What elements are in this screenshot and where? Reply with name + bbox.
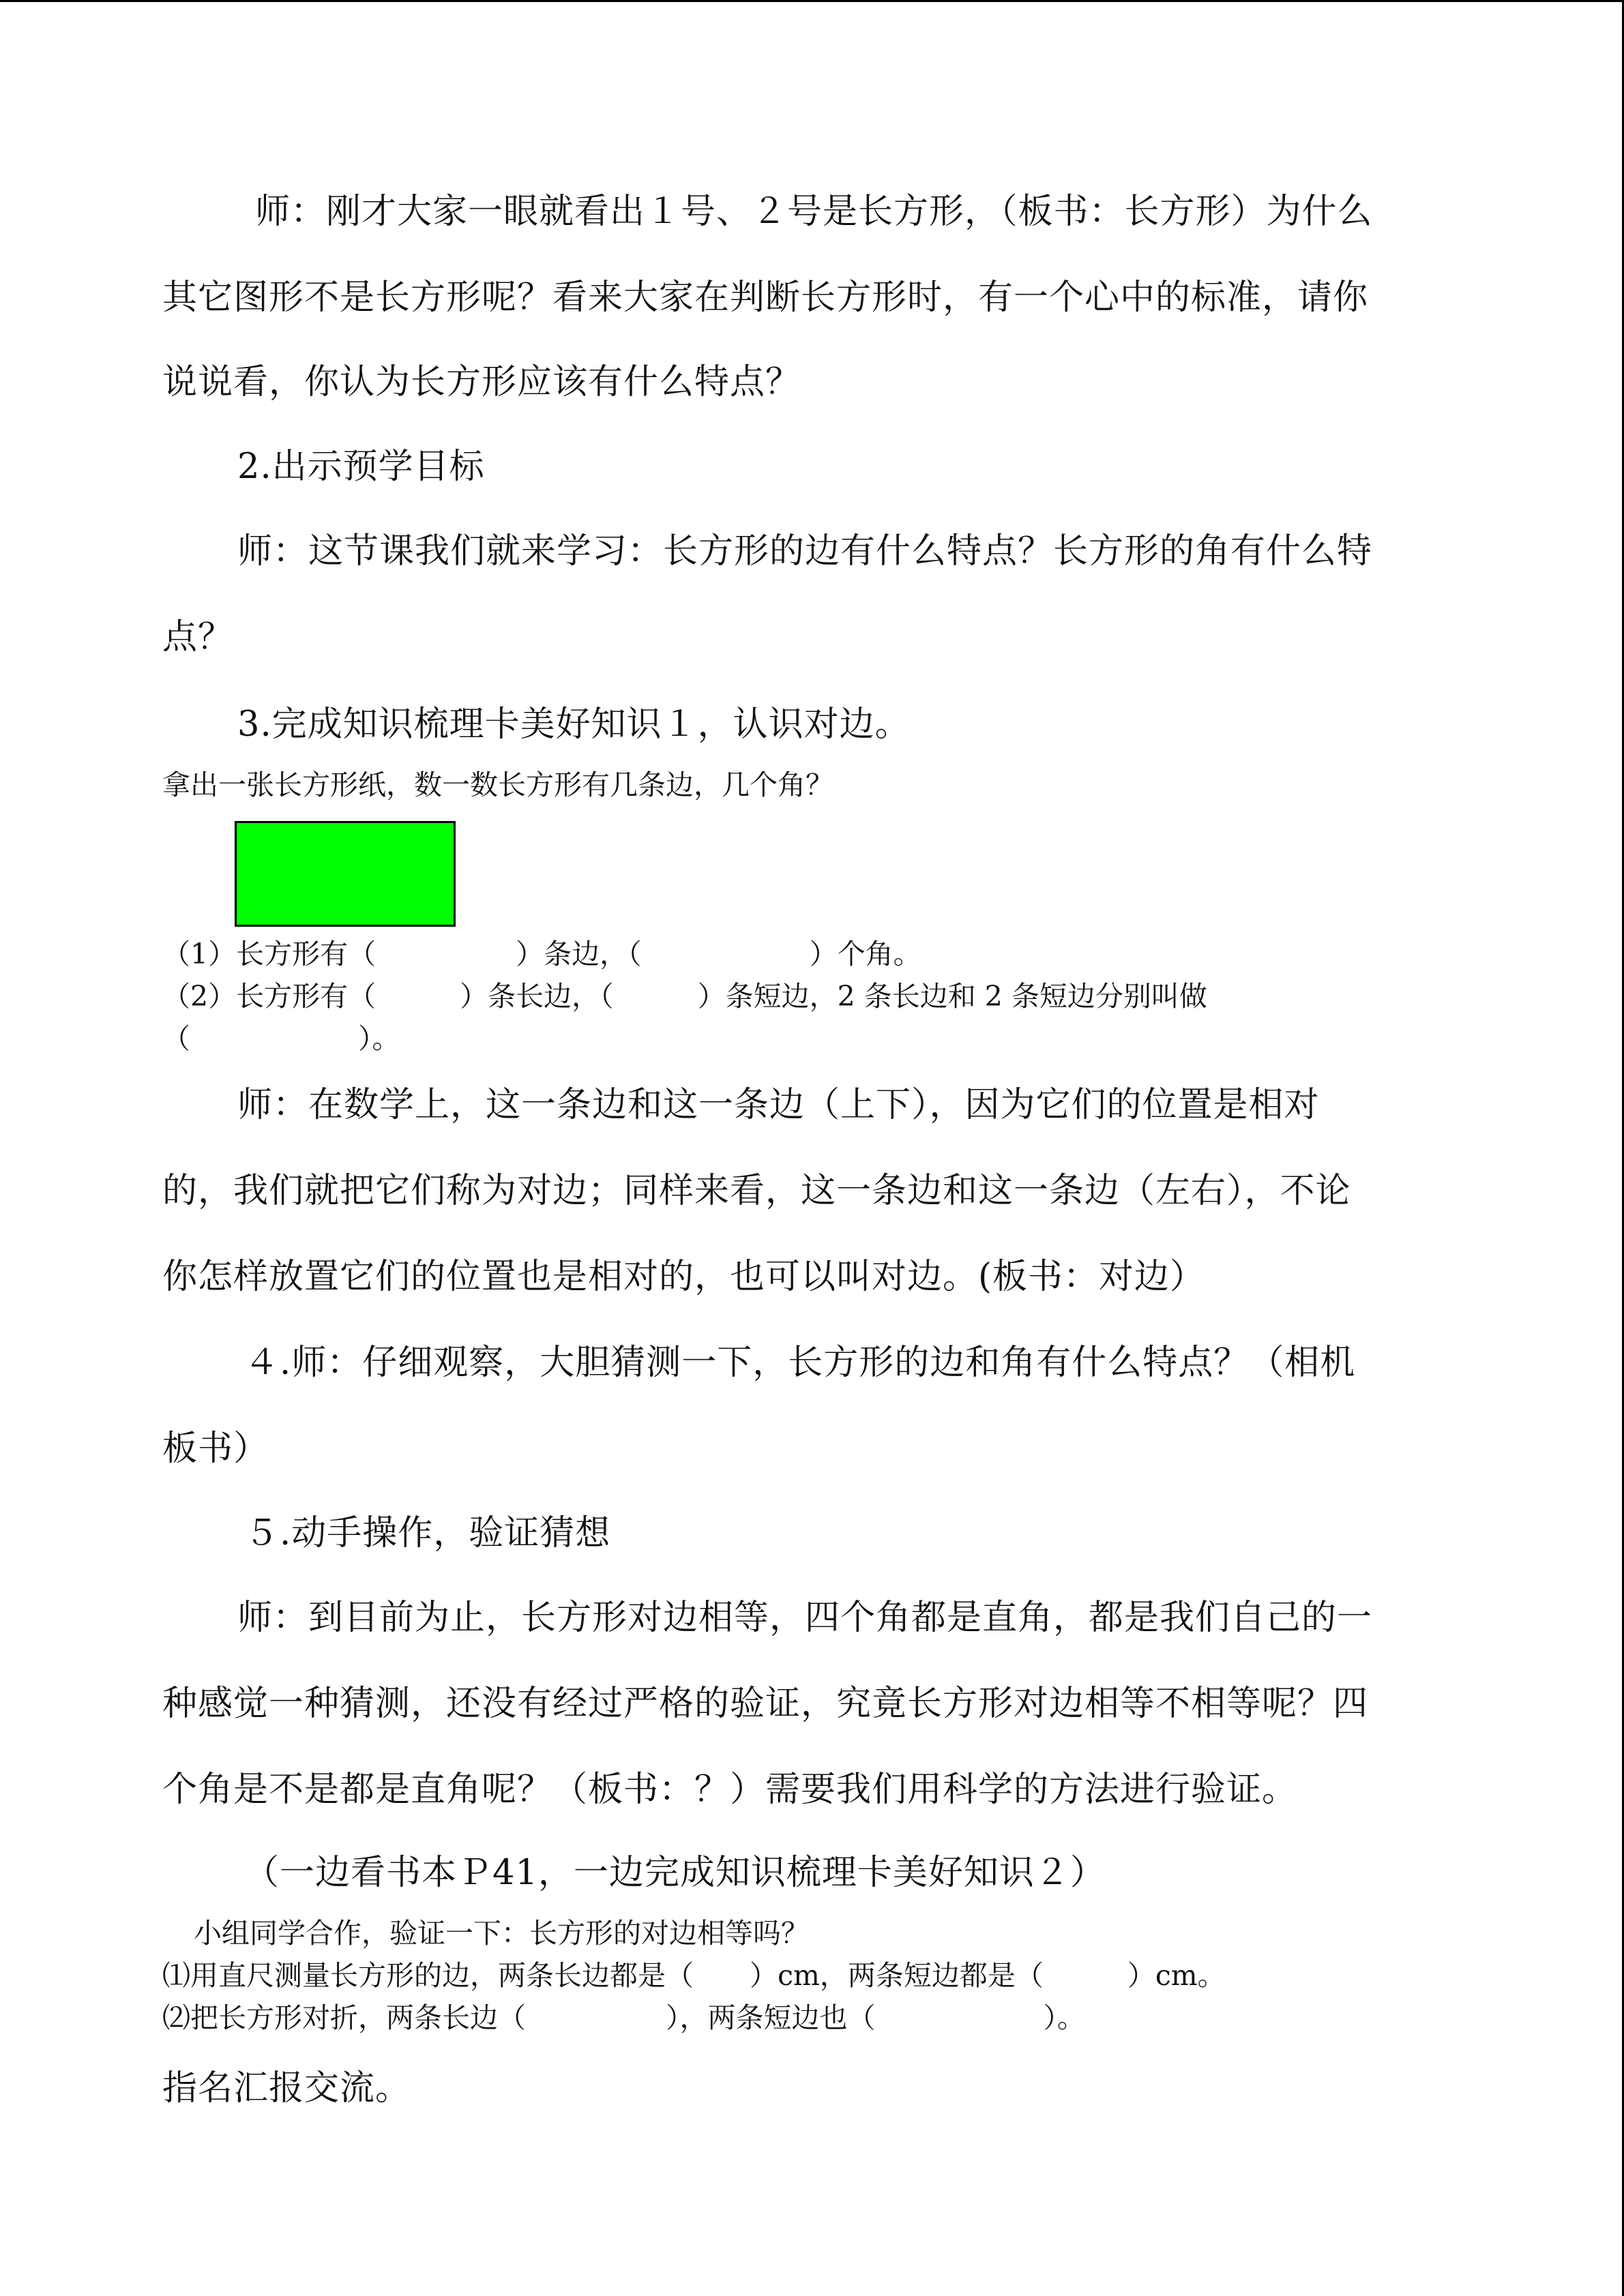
paragraph-line-18: 师：到目前为止，长方形对边相等，四个角都是直角，都是我们自己的一 [237,1598,1373,1638]
paragraph-line-19: 种感觉一种猜测，还没有经过严格的验证，究竟长方形对边相等不相等呢？四 [162,1684,1369,1724]
paragraph-line-5: 师：这节课我们就来学习：长方形的边有什么特点？长方形的角有什么特 [237,531,1373,571]
paragraph-line-2: 其它图形不是长方形呢？看来大家在判断长方形时，有一个心中的标准，请你 [162,278,1369,318]
green-rectangle [235,821,456,927]
paragraph-line-1: 师：刚才大家一眼就看出１号、２号是长方形，（板书：长方形）为什么 [255,192,1373,232]
section-heading-5: ５.动手操作，验证猜想 [244,1513,611,1553]
group-task-instruction: 小组同学合作，验证一下：长方形的对边相等吗？ [194,1917,809,1950]
paragraph-line-21: （一边看书本Ｐ41，一边完成知识梳理卡美好知识２） [244,1853,1106,1893]
exercise-question-2: （2）长方形有（ ）条长边，（ ）条短边，2 条长边和 2 条短边分别叫做 [162,980,1207,1013]
group-task-question-1: ⑴用直尺测量长方形的边，两条长边都是（ ）cm，两条短边都是（ ）cm。 [162,1959,1226,1992]
paragraph-line-3: 说说看，你认为长方形应该有什么特点？ [162,362,801,402]
group-task-question-2: ⑵把长方形对折，两条长边（ ），两条短边也（ ）。 [162,2001,1085,2034]
page-top-border [0,0,1624,2]
paragraph-line-25: 指名汇报交流。 [162,2068,411,2108]
section-heading-3: 3.完成知识梳理卡美好知识１，认识对边。 [237,704,911,745]
paragraph-line-13: 的，我们就把它们称为对边；同样来看，这一条边和这一条边（左右），不论 [162,1171,1351,1211]
section-heading-4: ４.师：仔细观察，大胆猜测一下，长方形的边和角有什么特点？（相机 [244,1343,1356,1383]
paragraph-line-12: 师：在数学上，这一条边和这一条边（上下），因为它们的位置是相对 [237,1085,1320,1125]
paragraph-line-20: 个角是不是都是直角呢？（板书：？）需要我们用科学的方法进行验证。 [162,1770,1298,1810]
exercise-instruction: 拿出一张长方形纸，数一数长方形有几条边，几个角？ [162,769,833,801]
exercise-question-2-blank: （ ）。 [162,1022,400,1055]
section-heading-2: 2.出示预学目标 [237,447,485,487]
paragraph-line-16: 板书） [162,1429,269,1469]
exercise-question-1: （1）长方形有（ ）条边，（ ）个角。 [162,938,921,970]
paragraph-line-14: 你怎样放置它们的位置也是相对的，也可以叫对边。(板书：对边） [162,1257,1205,1297]
paragraph-line-6: 点？ [162,617,234,657]
